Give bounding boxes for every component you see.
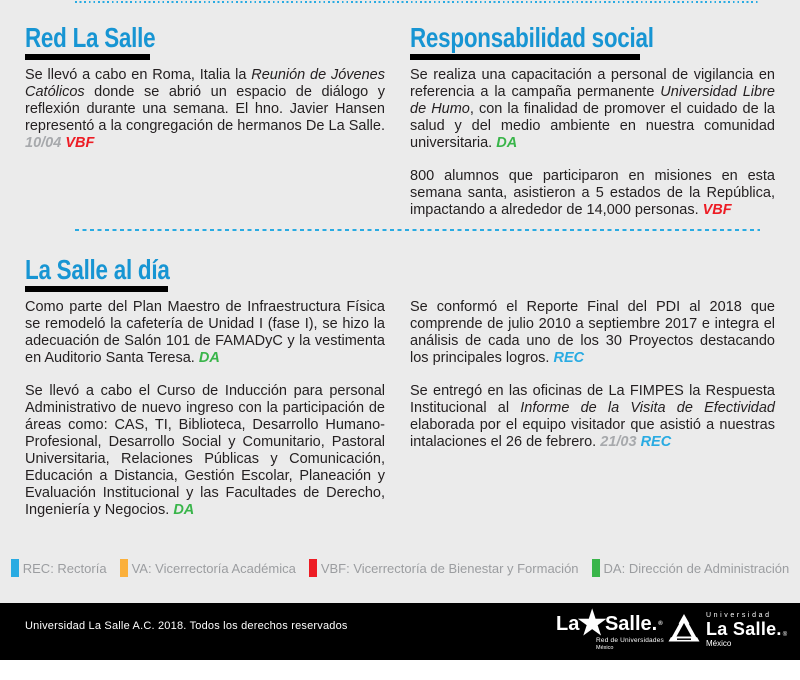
paragraph-italic-text: Reunión de Jóvenes Católicos xyxy=(25,67,385,100)
section-la-salle-al-dia-right xyxy=(410,256,775,451)
logo-text: La Salle. xyxy=(706,619,782,639)
legend-item-va xyxy=(120,559,296,577)
footer-bar xyxy=(0,603,800,660)
legend-item-da xyxy=(592,559,790,577)
legend-color-swatch-rec xyxy=(11,559,19,577)
news-paragraph xyxy=(410,67,775,152)
la-salle-network-logo xyxy=(556,604,666,651)
department-tag-da: DA xyxy=(198,350,220,366)
legend-item-rec xyxy=(11,559,107,577)
section-title-responsabilidad-social: Responsabilidad social xyxy=(410,22,654,53)
date-stamp: 10/04 xyxy=(25,135,62,151)
legend-label: REC: Rectoría xyxy=(22,560,107,576)
legend-label: VBF: Vicerrectoría de Bienestar y Formación xyxy=(320,560,579,576)
department-legend xyxy=(0,559,800,577)
logo-country-label: México xyxy=(706,639,732,648)
department-tag-vbf: VBF xyxy=(702,202,732,218)
top-divider-dotted xyxy=(75,1,760,3)
logo-subtitle: Red de Universidades xyxy=(596,637,664,644)
ulsa-emblem-icon xyxy=(668,613,700,648)
paragraph-text: Se llevó a cabo el Curso de Inducción para personal Administrativo de nuevo ingreso con la participación de áreas como: CAS, TI, Biblioteca, Desarrollo Humano-Profesional, Desarrollo Social y Comunitario, Pastoral Universitaria, Relaciones Públicas y Comunicación, Educación a Distancia, Gestión Escolar, Planeación y Evaluación Institucional y las Facultades de Derecho, Ingeniería y Negocios. xyxy=(25,383,385,518)
paragraph-italic-text: Universidad Libre de Humo xyxy=(410,84,775,117)
paragraph-text: elaborada por el equipo visitador que asistió a nuestras intalaciones el 26 de febrero. xyxy=(410,417,775,450)
title-underline xyxy=(25,286,168,292)
news-paragraph xyxy=(25,299,385,367)
copyright-text: Universidad La Salle A.C. 2018. Todos los derechos reservados xyxy=(25,620,348,632)
logo-top-label: Universidad xyxy=(706,612,772,619)
news-paragraph xyxy=(410,168,775,219)
bottom-margin-strip xyxy=(0,660,800,680)
paragraph-text: , con la finalidad de promover el cuidado de la salud y del medio ambiente en nuestra comunidad universitaria. xyxy=(410,101,775,151)
paragraph-text: 800 alumnos que participaron en misiones en esta semana santa, asistieron a 5 estados de la República, impactando a alrededor de 14,000 personas. xyxy=(410,168,775,218)
section-title-red-la-salle: Red La Salle xyxy=(25,22,156,53)
legend-label: DA: Dirección de Administración xyxy=(603,560,790,576)
section-la-salle-al-dia-left xyxy=(25,256,385,519)
news-paragraph xyxy=(410,299,775,367)
logo-country-label: México xyxy=(596,645,614,651)
date-stamp: 21/03 xyxy=(600,434,637,450)
universidad-la-salle-logo xyxy=(668,612,787,648)
department-tag-rec: REC xyxy=(640,434,672,450)
registered-mark-icon: ® xyxy=(782,632,788,638)
paragraph-text: Como parte del Plan Maestro de Infraestructura Física se remodeló la cafetería de Unidad I (fase I), se hizo la adecuación de Salón 101 de FAMADyC y la vestimenta en Auditorio Santa Teresa. xyxy=(25,299,385,366)
department-tag-rec: REC xyxy=(553,350,585,366)
section-title-la-salle-al-dia: La Salle al día xyxy=(25,254,170,285)
paragraph-text: Se conformó el Reporte Final del PDI al 2018 que comprende de julio 2010 a septiembre 2017 e integra el análisis de cada uno de los 30 Proyectos destacando los principales logros. xyxy=(410,299,775,366)
paragraph-italic-text: Informe de la Visita de Efectividad xyxy=(520,400,775,416)
news-paragraph xyxy=(25,67,385,152)
title-underline xyxy=(25,54,150,60)
news-paragraph xyxy=(410,383,775,451)
logo-text: Salle. xyxy=(604,613,658,635)
legend-color-swatch-vbf xyxy=(309,559,317,577)
legend-item-vbf xyxy=(309,559,579,577)
legend-color-swatch-va xyxy=(120,559,128,577)
news-paragraph xyxy=(25,383,385,519)
universidad-la-salle-wordmark xyxy=(706,612,787,648)
legend-label: VA: Vicerrectoría Académica xyxy=(131,560,296,576)
title-underline xyxy=(410,54,640,60)
registered-mark-icon: ® xyxy=(658,621,663,627)
logo-text: La xyxy=(556,613,580,635)
section-red-la-salle xyxy=(25,24,385,152)
legend-color-swatch-da xyxy=(592,559,600,577)
section-divider-dashed xyxy=(75,229,760,231)
department-tag-da: DA xyxy=(173,502,195,518)
department-tag-vbf: VBF xyxy=(65,135,95,151)
section-responsabilidad-social xyxy=(410,24,775,219)
star-icon: ★ xyxy=(577,604,607,641)
paragraph-text: Se entregó en las oficinas de La FIMPES la Respuesta Institucional al xyxy=(410,383,775,416)
paragraph-text: donde se abrió un espacio de diálogo y reflexión durante una semana. El hno. Javier Hansen representó a la congregación de hermanos De La Salle. xyxy=(25,84,385,134)
paragraph-text: Se realiza una capacitación a personal de vigilancia en referencia a la campaña permanente xyxy=(410,67,775,100)
department-tag-da: DA xyxy=(496,135,518,151)
paragraph-text: Se llevó a cabo en Roma, Italia la xyxy=(25,67,252,83)
